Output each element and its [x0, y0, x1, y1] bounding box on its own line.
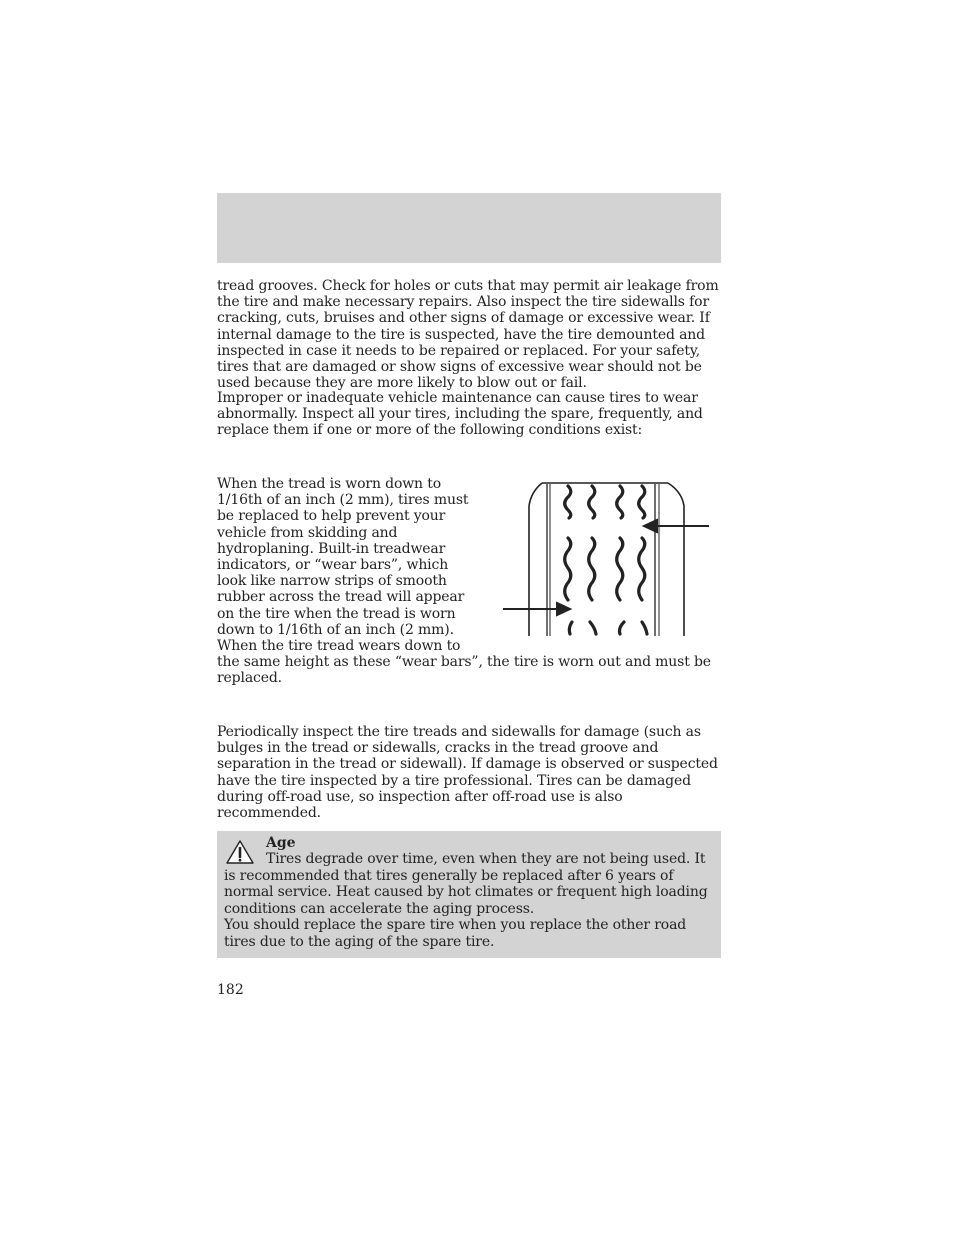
paragraph-maintenance: Improper or inadequate vehicle maintenance can cause tires to wear abnormally. Inspect all your tires, including the spare, frequently, and replace them if one or more of the following conditions exist:: [217, 390, 703, 439]
text-line: hydroplaning. Built-in treadwear: [217, 540, 446, 557]
age-warning-title: Age: [266, 835, 296, 851]
text-line: down to 1/16th of an inch (2 mm).: [217, 621, 454, 638]
paragraph-periodic-inspection: Periodically inspect the tire treads and sidewalls for damage (such as bulges in the tread or sidewalls, cracks in the tread groove and separation in the tread or sidewall). If damage is observed or suspected have the tire inspected by a tire professional. Tires can be damaged during off-road use, so inspection after off-road use is also recommended.: [217, 724, 718, 822]
text-line: on the tire when the tread is worn: [217, 605, 456, 622]
wear-bars-wrapped-text: [217, 476, 479, 654]
text-line: be replaced to help prevent your: [217, 508, 446, 525]
header-band: [217, 193, 721, 263]
text-line: vehicle from skidding and: [217, 524, 398, 541]
text-line: When the tread is worn down to: [217, 476, 441, 492]
age-warning-text: [224, 851, 718, 950]
text-line: indicators, or “wear bars”, which: [217, 557, 449, 574]
page-number: 182: [217, 982, 244, 998]
age-warning-line-1: Tires degrade over time, even when they are not being used. It is recommended that tires generally be replaced after 6 years of normal service. Heat caused by hot climates or frequent high loading conditions can accelerate the aging process.: [224, 851, 708, 917]
paragraph-tread-inspection: tread grooves. Check for holes or cuts that may permit air leakage from the tire and make necessary repairs. Also inspect the tire sidewalls for cracking, cuts, bruises and other signs of damage or excessive wear. If internal damage to the tire is suspected, have the tire demounted and inspected in case it needs to be repaired or replaced. For your safety, tires that are damaged or show signs of excessive wear should not be used because they are more likely to blow out or fail.: [217, 278, 719, 392]
age-warning-box: [217, 831, 721, 958]
age-warning-line-2: You should replace the spare tire when you replace the other road tires due to the aging of the spare tire.: [224, 917, 687, 950]
text-line: look like narrow strips of smooth: [217, 573, 447, 590]
text-line: 1/16th of an inch (2 mm), tires must: [217, 492, 469, 509]
text-line: When the tire tread wears down to: [217, 638, 461, 655]
wear-bars-rest-text: the same height as these “wear bars”, the tire is worn out and must be replaced.: [217, 654, 711, 687]
text-line: rubber across the tread will appear: [217, 589, 465, 606]
tire-tread-wear-bar-illustration: [500, 478, 712, 640]
